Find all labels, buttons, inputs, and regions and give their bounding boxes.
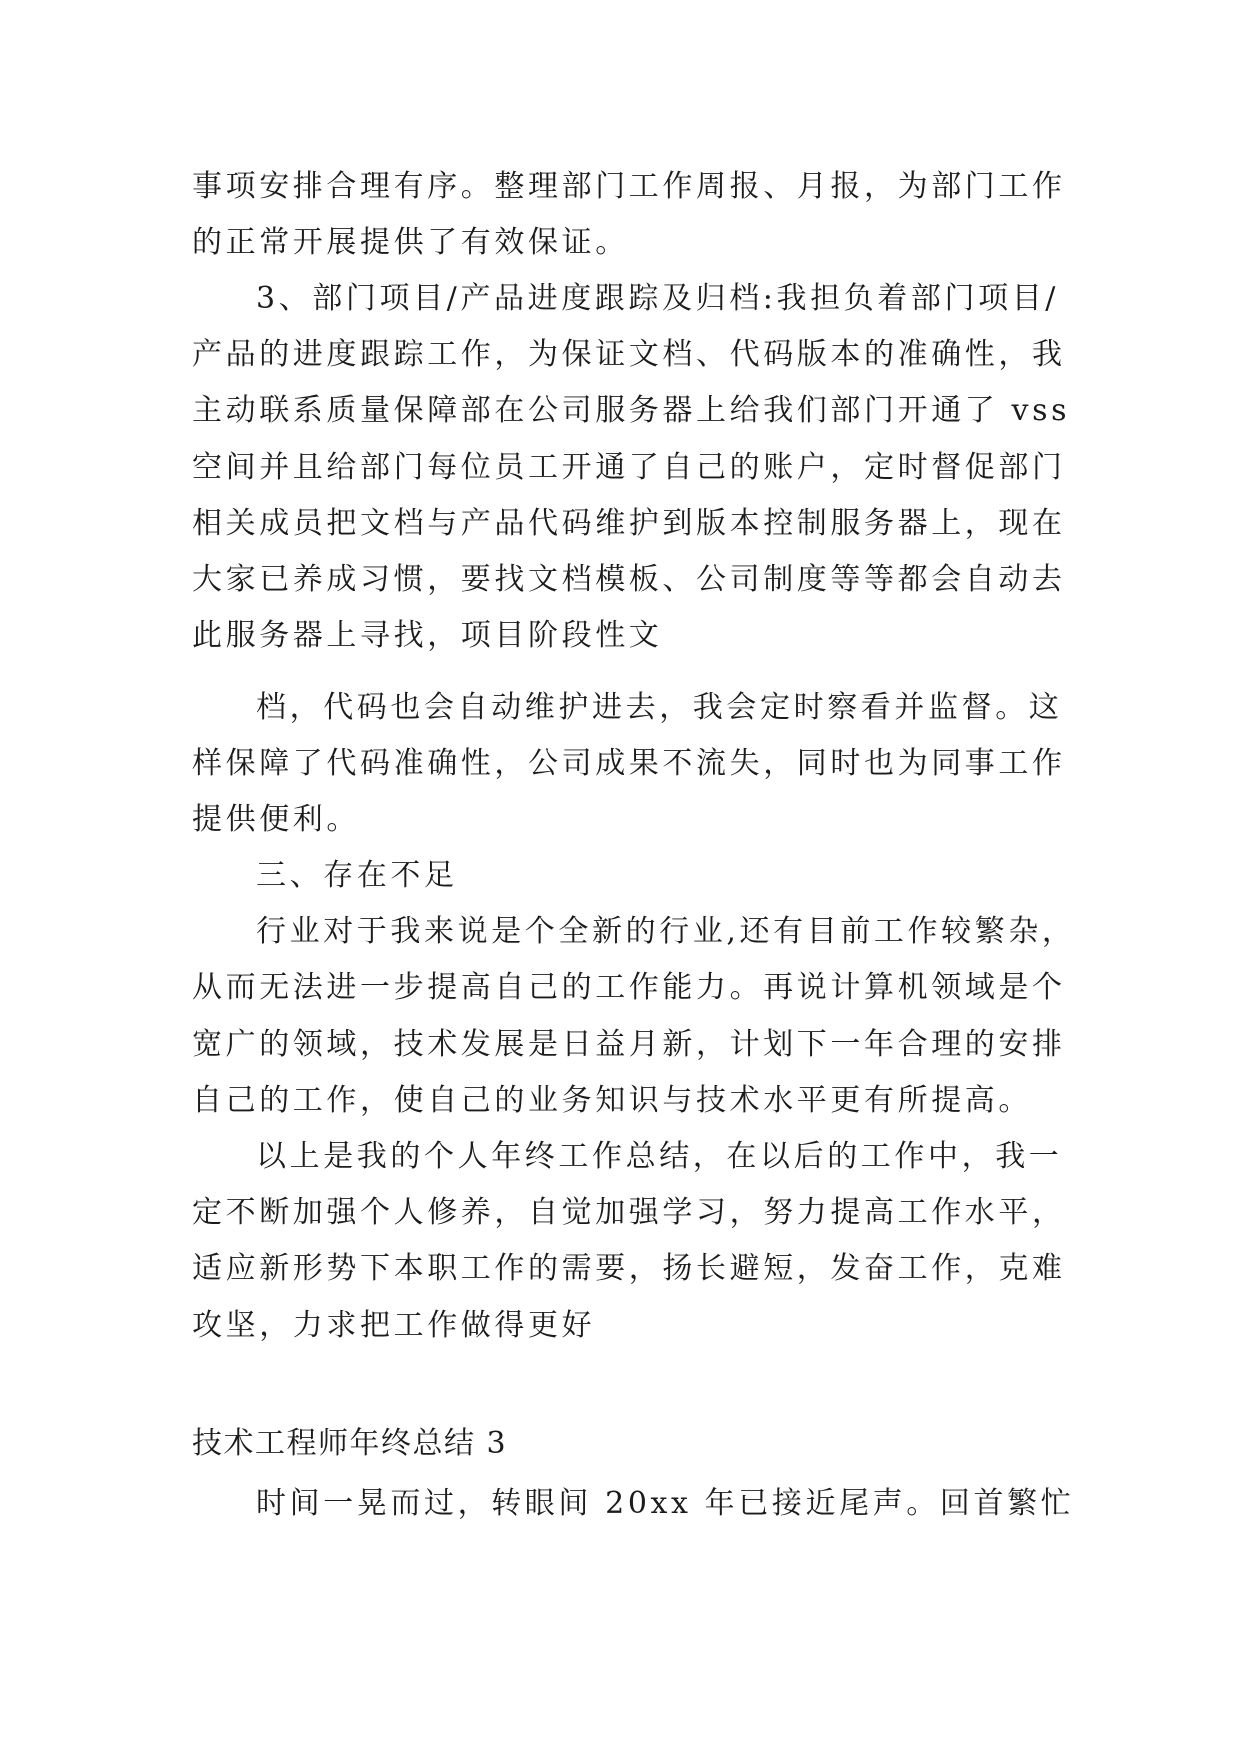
paragraph-line-19: 定不断加强个人修养，自觉加强学习，努力提高工作水平，	[192, 1195, 1066, 1230]
paragraph-line-16: 宽广的领域，技术发展是日益月新，计划下一年合理的安排	[192, 1027, 1066, 1062]
paragraph-line-7: 相关成员把文档与产品代码维护到版本控制服务器上，现在	[192, 506, 1066, 541]
paragraph-line-3: 3、部门项目/产品进度跟踪及归档:我担负着部门项目/	[256, 281, 1060, 316]
paragraph-line-21: 攻坚，力求把工作做得更好	[192, 1308, 596, 1343]
paragraph-line-6: 空间并且给部门每位员工开通了自己的账户，定时督促部门	[192, 450, 1066, 485]
paragraph-line-15: 从而无法进一步提高自己的工作能力。再说计算机领域是个	[192, 970, 1066, 1005]
paragraph-line-20: 适应新形势下本职工作的需要，扬长避短，发奋工作，克难	[192, 1251, 1066, 1286]
paragraph-line-18: 以上是我的个人年终工作总结，在以后的工作中，我一	[256, 1139, 1063, 1174]
paragraph-line-8: 大家已养成习惯，要找文档模板、公司制度等等都会自动去	[192, 562, 1066, 597]
paragraph-line-9: 此服务器上寻找，项目阶段性文	[192, 618, 663, 653]
section-title: 技术工程师年终总结 3	[192, 1426, 508, 1461]
paragraph-line-11: 样保障了代码准确性，公司成果不流失，同时也为同事工作	[192, 746, 1066, 781]
paragraph-line-4: 产品的进度跟踪工作，为保证文档、代码版本的准确性，我	[192, 337, 1066, 372]
section-heading-shortcomings: 三、存在不足	[256, 858, 458, 893]
paragraph-line-17: 自己的工作，使自己的业务知识与技术水平更有所提高。	[192, 1083, 1032, 1118]
paragraph-line-1: 事项安排合理有序。整理部门工作周报、月报，为部门工作	[192, 169, 1066, 204]
paragraph-line-10: 档，代码也会自动维护进去，我会定时察看并监督。这	[256, 690, 1063, 725]
paragraph-line-23: 时间一晃而过，转眼间 20xx 年已接近尾声。回首繁忙	[256, 1486, 1075, 1521]
paragraph-line-12: 提供便利。	[192, 802, 360, 837]
paragraph-line-5: 主动联系质量保障部在公司服务器上给我们部门开通了 vss	[192, 393, 1071, 428]
paragraph-line-2: 的正常开展提供了有效保证。	[192, 225, 629, 260]
paragraph-line-14: 行业对于我来说是个全新的行业,还有目前工作较繁杂，	[256, 914, 1076, 949]
